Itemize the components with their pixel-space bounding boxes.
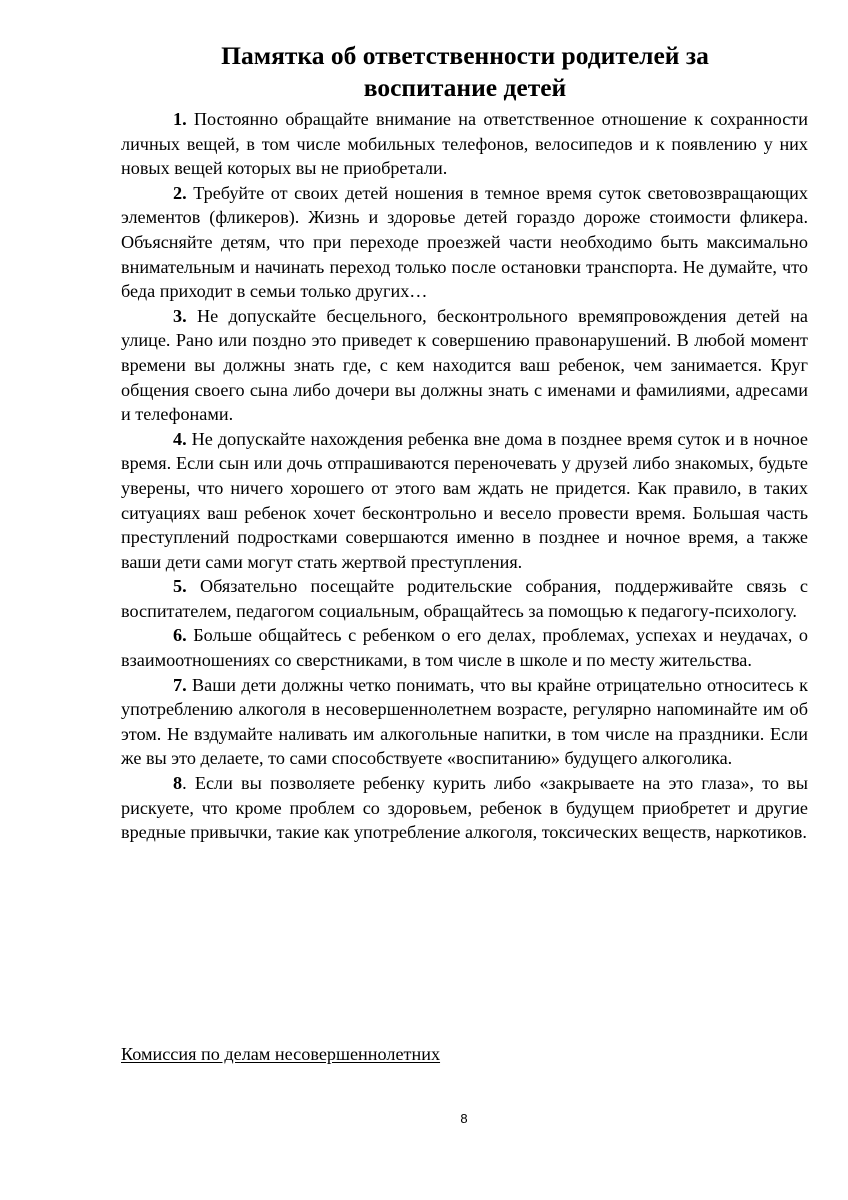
list-item (121, 623, 808, 672)
item-number: 4. (173, 428, 187, 449)
list-item (121, 181, 808, 304)
list-item (121, 574, 808, 623)
item-text: Не допускайте бесцельного, бесконтрольного времяпровождения детей на улице. Рано или поздно это приведет к совершению правонарушений. В любой момент времени вы должны знать где, с кем находится ваш ребенок, чем занимается. Круг общения своего сына либо дочери вы должны знать с именами и фамилиями, адресами и телефонами. (121, 305, 809, 425)
item-number: 8 (173, 773, 183, 794)
item-number: 2. (173, 182, 187, 203)
item-text: . Если вы позволяете ребенку курить либо «закрываете на это глаза», то вы рискуете, что кроме проблем со здоровьем, ребенок в будущем приобретет и другие вредные привычки, такие как употребление алкоголя, токсических веществ, наркотиков. (121, 773, 808, 843)
list-item (121, 771, 808, 845)
document-body (121, 107, 808, 845)
item-number: 1. (173, 109, 187, 129)
item-number: 3. (173, 305, 187, 326)
item-number: 6. (173, 625, 187, 646)
item-text: Обязательно посещайте родительские собрания, поддерживайте связь с воспитателем, педагогом социальным, обращайтесь за помощью к педагогу-психологу. (121, 576, 808, 621)
list-item (121, 304, 808, 427)
list-item (121, 107, 808, 181)
title-line-1: Памятка об ответственности родителей за (221, 41, 709, 70)
item-text: Больше общайтесь с ребенком о его делах, проблемах, успехах и неудачах, о взаимоотношениях со сверстниками, в том числе в школе и по месту жительства. (121, 625, 809, 671)
item-text: Требуйте от своих детей ношения в темное время суток световозвращающих элементов (фликеров). Жизнь и здоровье детей гораздо дороже стоимости фликера. Объясняйте детям, что при переходе проезжей части необходимо быть максимально внимательным и начинать переход только после остановки транспорта. Не думайте, что беда приходит в семьи только других… (121, 182, 808, 302)
signature-line: Комиссия по делам несовершеннолетних (121, 1044, 441, 1064)
list-item (121, 427, 808, 575)
item-text: Постоянно обращайте внимание на ответственное отношение к сохранности личных вещей, в том числе мобильных телефонов, велосипедов и к появлению у них новых вещей которых вы не приобретали. (121, 109, 808, 179)
item-number: 7. (173, 674, 187, 695)
item-text: Не допускайте нахождения ребенка вне дома в позднее время суток и в ночное время. Если сын или дочь отпрашиваются переночевать у друзей либо знакомых, будьте уверены, что ничего хорошего от этого вам ждать не придется. Как правило, в таких ситуациях ваш ребенок хочет бесконтрольно и весело провести время. Большая часть преступлений подростками совершаются именно в позднее и ночное время, а также ваши дети сами могут стать жертвой преступления. (121, 428, 809, 572)
page-number: 8 (460, 1111, 468, 1126)
document-title (120, 40, 810, 104)
title-line-2: воспитание детей (363, 73, 567, 102)
item-text: Ваши дети должны четко понимать, что вы крайне отрицательно относитесь к употреблению алкоголя в несовершеннолетнем возрасте, регулярно напоминайте им об этом. Не вздумайте наливать им алкогольные напитки, в том числе на праздники. Если же вы это делаете, то сами способствуете «воспитанию» будущего алкоголика. (121, 674, 808, 769)
item-number: 5. (173, 576, 187, 597)
list-item (121, 673, 808, 771)
